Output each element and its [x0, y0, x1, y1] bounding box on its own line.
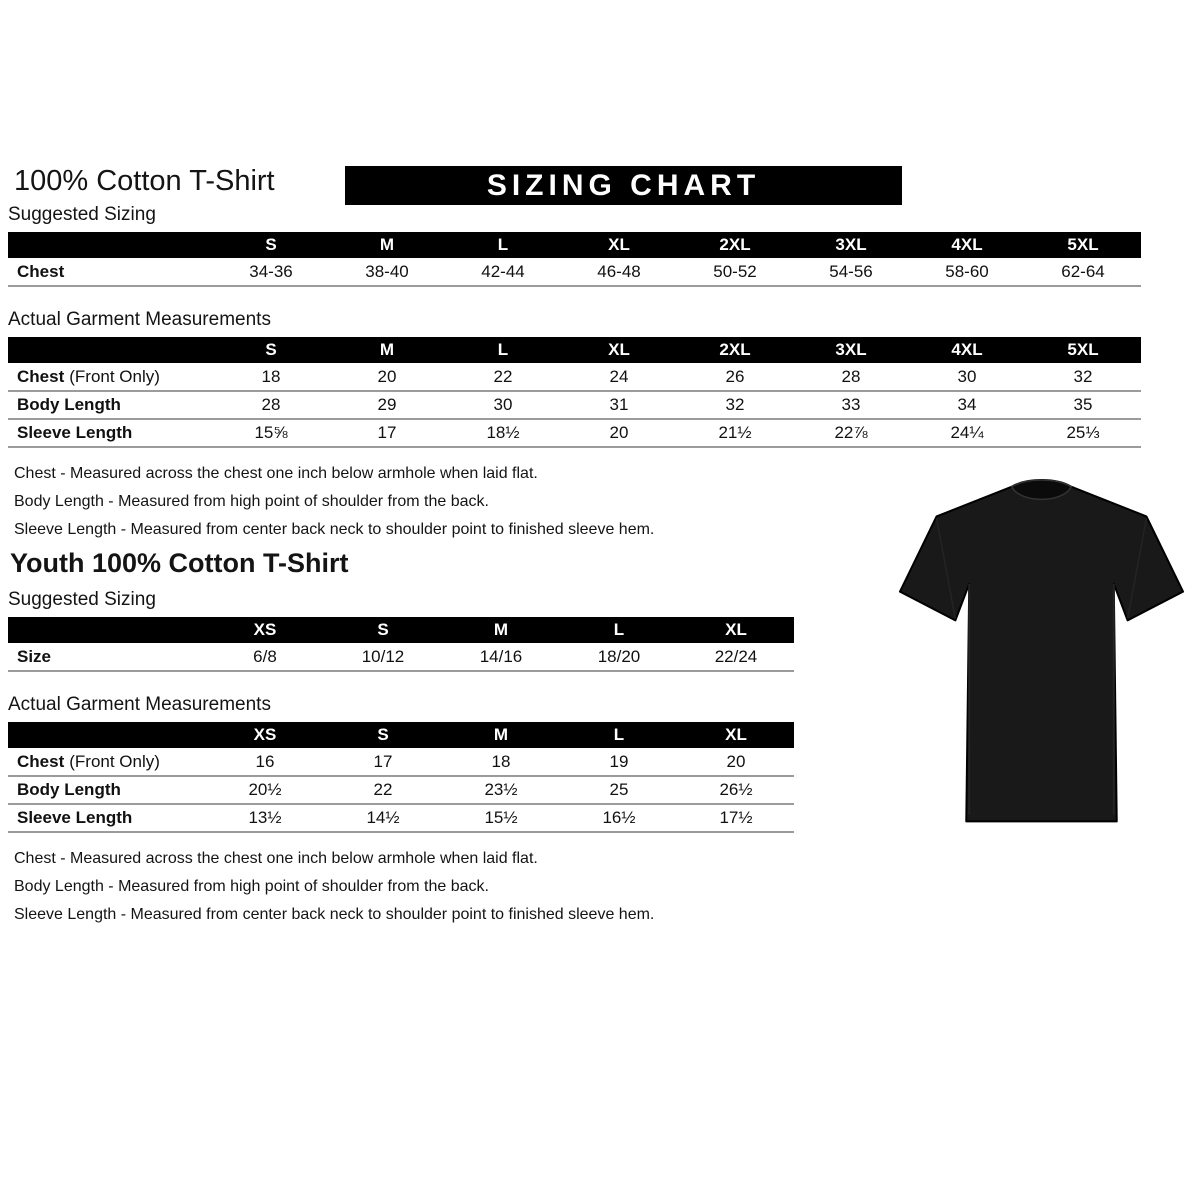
measurement-cell: 20 — [329, 363, 445, 391]
row-label-text: Body Length — [17, 780, 121, 799]
measurement-cell: 19 — [560, 748, 678, 776]
measurement-cell: 21½ — [677, 419, 793, 447]
table-row — [8, 804, 794, 832]
column-header: XL — [561, 232, 677, 258]
measurement-cell: 32 — [1025, 363, 1141, 391]
measurement-cell: 16 — [206, 748, 324, 776]
column-header: 5XL — [1025, 232, 1141, 258]
row-label-sub: (Front Only) — [69, 751, 160, 771]
measurement-cell: 62-64 — [1025, 258, 1141, 286]
youth-suggested-table — [8, 617, 794, 672]
measurement-cell: 42-44 — [445, 258, 561, 286]
measurement-cell: 20½ — [206, 776, 324, 804]
row-label-header — [8, 232, 213, 258]
youth-suggested-label: Suggested Sizing — [8, 589, 156, 610]
column-header: 5XL — [1025, 337, 1141, 363]
measurement-cell: 24 — [561, 363, 677, 391]
column-header: M — [442, 617, 560, 643]
column-header: L — [445, 337, 561, 363]
sizing-chart-banner: SIZING CHART — [345, 166, 902, 205]
table-row — [8, 258, 1141, 286]
row-label-text: Chest — [17, 261, 65, 281]
note-chest: Chest - Measured across the chest one inch below armhole when laid flat. — [14, 850, 538, 867]
measurement-cell: 23½ — [442, 776, 560, 804]
youth-section-title: Youth 100% Cotton T-Shirt — [10, 548, 349, 578]
measurement-cell: 34 — [909, 391, 1025, 419]
column-header: XL — [678, 617, 794, 643]
measurement-cell: 50-52 — [677, 258, 793, 286]
measurement-cell: 18 — [213, 363, 329, 391]
youth-actual-table — [8, 722, 794, 833]
column-header: M — [329, 337, 445, 363]
row-label-text: Chest — [17, 366, 65, 386]
row-label-text: Sleeve Length — [17, 808, 133, 827]
measurement-cell: 34-36 — [213, 258, 329, 286]
row-label — [8, 419, 213, 447]
column-header: L — [560, 617, 678, 643]
column-header: L — [560, 722, 678, 748]
measurement-cell: 54-56 — [793, 258, 909, 286]
column-header: 2XL — [677, 337, 793, 363]
column-header: 2XL — [677, 232, 793, 258]
column-header: 3XL — [793, 337, 909, 363]
youth-actual-label: Actual Garment Measurements — [8, 694, 271, 715]
row-label — [8, 391, 213, 419]
table-header-row — [8, 617, 794, 643]
measurement-cell: 35 — [1025, 391, 1141, 419]
note-sleeve-length: Sleeve Length - Measured from center back neck to shoulder point to finished sleeve hem. — [14, 906, 655, 923]
row-label — [8, 776, 206, 804]
row-label-header — [8, 337, 213, 363]
measurement-cell: 22 — [324, 776, 442, 804]
table-row — [8, 643, 794, 671]
column-header: L — [445, 232, 561, 258]
measurement-cell: 14½ — [324, 804, 442, 832]
table-row — [8, 391, 1141, 419]
measurement-cell: 18/20 — [560, 643, 678, 671]
row-label-text: Size — [17, 646, 52, 666]
column-header: XL — [678, 722, 794, 748]
row-label — [8, 804, 206, 832]
measurement-cell: 29 — [329, 391, 445, 419]
table-row — [8, 748, 794, 776]
measurement-cell: 20 — [561, 419, 677, 447]
measurement-cell: 20 — [678, 748, 794, 776]
adult-actual-label: Actual Garment Measurements — [8, 309, 271, 330]
measurement-cell: 30 — [445, 391, 561, 419]
measurement-cell: 25⅓ — [1025, 419, 1141, 447]
measurement-cell: 24¼ — [909, 419, 1025, 447]
table-row — [8, 363, 1141, 391]
row-label — [8, 363, 213, 391]
note-sleeve-length: Sleeve Length - Measured from center back neck to shoulder point to finished sleeve hem. — [14, 521, 655, 538]
measurement-cell: 22⅞ — [793, 419, 909, 447]
measurement-cell: 14/16 — [442, 643, 560, 671]
measurement-cell: 15½ — [442, 804, 560, 832]
measurement-cell: 28 — [793, 363, 909, 391]
measurement-cell: 32 — [677, 391, 793, 419]
measurement-cell: 25 — [560, 776, 678, 804]
row-label-text: Sleeve Length — [17, 423, 133, 442]
measurement-cell: 16½ — [560, 804, 678, 832]
row-label-text: Body Length — [17, 395, 121, 414]
measurement-cell: 26½ — [678, 776, 794, 804]
measurement-cell: 6/8 — [206, 643, 324, 671]
tshirt-image — [893, 472, 1190, 840]
measurement-cell: 38-40 — [329, 258, 445, 286]
measurement-cell: 58-60 — [909, 258, 1025, 286]
column-header: XL — [561, 337, 677, 363]
column-header: S — [213, 337, 329, 363]
measurement-cell: 26 — [677, 363, 793, 391]
column-header: 4XL — [909, 232, 1025, 258]
row-label-sub: (Front Only) — [69, 366, 160, 386]
measurement-cell: 17 — [324, 748, 442, 776]
note-body-length: Body Length - Measured from high point of shoulder from the back. — [14, 878, 489, 895]
row-label — [8, 643, 206, 671]
measurement-cell: 18 — [442, 748, 560, 776]
measurement-cell: 13½ — [206, 804, 324, 832]
column-header: M — [442, 722, 560, 748]
measurement-cell: 22 — [445, 363, 561, 391]
column-header: S — [324, 617, 442, 643]
note-chest: Chest - Measured across the chest one inch below armhole when laid flat. — [14, 465, 538, 482]
row-label — [8, 258, 213, 286]
row-label-header — [8, 722, 206, 748]
tshirt-graphic — [893, 472, 1190, 840]
row-label-header — [8, 617, 206, 643]
table-header-row — [8, 232, 1141, 258]
measurement-cell: 18½ — [445, 419, 561, 447]
measurement-cell: 17½ — [678, 804, 794, 832]
measurement-cell: 15⅝ — [213, 419, 329, 447]
measurement-cell: 30 — [909, 363, 1025, 391]
adult-actual-table — [8, 337, 1141, 448]
note-body-length: Body Length - Measured from high point of shoulder from the back. — [14, 493, 489, 510]
adult-suggested-label: Suggested Sizing — [8, 204, 156, 225]
column-header: 3XL — [793, 232, 909, 258]
adult-suggested-table — [8, 232, 1141, 287]
table-row — [8, 776, 794, 804]
measurement-cell: 10/12 — [324, 643, 442, 671]
row-label — [8, 748, 206, 776]
table-row — [8, 419, 1141, 447]
column-header: XS — [206, 617, 324, 643]
measurement-cell: 22/24 — [678, 643, 794, 671]
column-header: 4XL — [909, 337, 1025, 363]
measurement-cell: 46-48 — [561, 258, 677, 286]
measurement-cell: 31 — [561, 391, 677, 419]
row-label-text: Chest — [17, 751, 65, 771]
table-header-row — [8, 337, 1141, 363]
measurement-cell: 28 — [213, 391, 329, 419]
column-header: M — [329, 232, 445, 258]
youth-notes — [14, 845, 1200, 929]
column-header: XS — [206, 722, 324, 748]
measurement-cell: 17 — [329, 419, 445, 447]
adult-section-title: 100% Cotton T-Shirt — [14, 165, 275, 197]
table-header-row — [8, 722, 794, 748]
column-header: S — [324, 722, 442, 748]
column-header: S — [213, 232, 329, 258]
measurement-cell: 33 — [793, 391, 909, 419]
